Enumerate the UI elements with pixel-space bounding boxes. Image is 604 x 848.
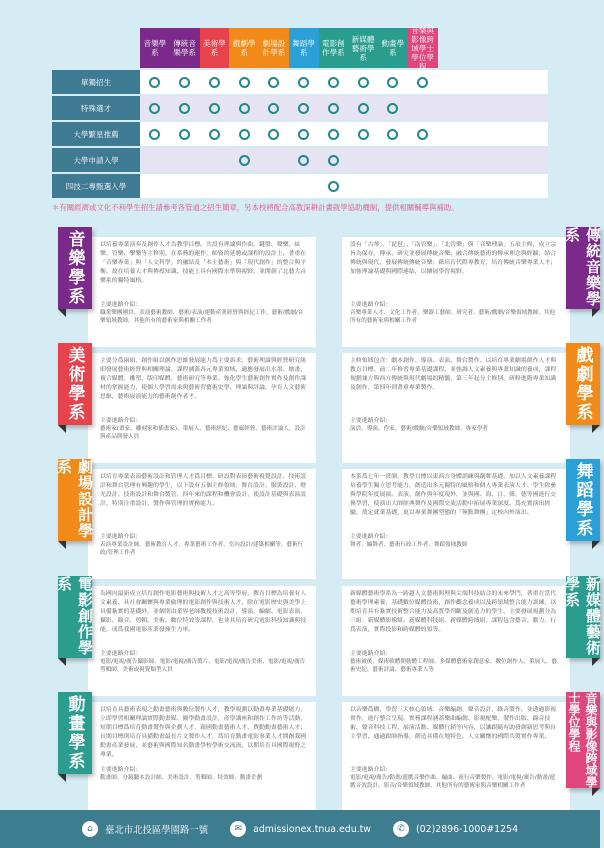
- department-name: 音樂與影像跨域學士學位學程: [567, 692, 598, 788]
- table-cell: [259, 70, 289, 94]
- table-cell: [378, 148, 408, 172]
- available-mark-icon: [149, 103, 160, 114]
- table-cell: [170, 70, 200, 94]
- available-mark-icon: [328, 129, 339, 140]
- department-body: [350, 241, 558, 333]
- column-header: 劇場設計學系: [259, 28, 289, 68]
- available-mark-icon: [417, 77, 428, 88]
- table-cell: [408, 70, 438, 94]
- department-description: 以培育專業表演藝術設計和管理人才爲目標，研設對表演藝術視覺設計、技術設計和舞台管理有興趣的學生，以下設有五個主修領域：舞台設計、服裝設計、燈光設計、技術設計和舞台製管，四年來的課程和機會設計，使設計基礎與表演設計、特別注重設計、製作與管理的實務能力。: [100, 474, 307, 507]
- column-header: 音樂學系: [140, 28, 170, 68]
- career-title: 主要進路介紹：: [100, 651, 142, 657]
- department-body: [350, 473, 558, 565]
- career-title: 主要進路介紹：: [100, 767, 142, 773]
- available-mark-icon: [387, 129, 398, 140]
- career-title: 主要進路介紹：: [350, 767, 392, 773]
- footer-phone-text: (02)2896-1000#1254: [415, 823, 519, 835]
- phone-icon: ✆: [393, 821, 409, 837]
- table-cell: [229, 122, 259, 146]
- footer-phone: [393, 821, 518, 837]
- available-mark-icon: [298, 129, 309, 140]
- column-header: 音樂與影像跨域學士學位學程: [408, 28, 438, 68]
- career-title: 主要進路介紹：: [100, 534, 142, 540]
- table-cell: [200, 96, 230, 120]
- table-cell: [319, 174, 349, 198]
- department-description: 以音樂爲橋，學習三大核心領域：音樂編創、聲音設計、錄音製作。並透過影視實作，進行整合呈現。實務課程涵蓋樂曲編創、影視配樂、製作出版、錄音技術、聲音科技工程、展演活動、媒體行銷等內容，以讓跟隨有助發創新思考與自主學習，通過跟師指導，創造具備在地特色，人文關懷的國際共製實作專業。: [350, 707, 557, 740]
- career-list: 電影/電視/廣告/動畫/遊戲音樂作曲、編曲、流行音樂製作、電影/電視/廣告/動畫/遊戲音效設計、影音/音樂領域教師、其他所有的藝術家與音樂相關工作者: [350, 775, 556, 789]
- department-card: [342, 346, 593, 463]
- column-header: 新媒體藝術學系: [348, 28, 378, 68]
- available-mark-icon: [179, 103, 190, 114]
- department-body: [100, 357, 308, 449]
- table-cell: [200, 122, 230, 146]
- table-cell: [348, 70, 378, 94]
- table-cell: [259, 122, 289, 146]
- department-body: [350, 590, 558, 682]
- footer-website[interactable]: [230, 821, 371, 837]
- table-row: [52, 70, 548, 94]
- available-mark-icon: [268, 129, 279, 140]
- table-row: [52, 148, 548, 172]
- table-cell: [200, 148, 230, 172]
- table-cell: [289, 174, 319, 198]
- table-row: [52, 96, 548, 120]
- career-title: 主要進路介紹：: [100, 302, 142, 308]
- department-body: [100, 590, 308, 682]
- available-mark-icon: [328, 77, 339, 88]
- column-header: 電影創作學系: [319, 28, 349, 68]
- table-cell: [348, 148, 378, 172]
- row-label: 大學申請入學: [52, 148, 140, 172]
- table-cell: [378, 96, 408, 120]
- department-name: 動畫學系: [58, 692, 92, 774]
- table-cell: [289, 96, 319, 120]
- footer-website-text[interactable]: admissionex.tnua.edu.tw: [253, 823, 371, 835]
- department-body: [100, 473, 308, 565]
- available-mark-icon: [387, 103, 398, 114]
- row-label: 四技二專甄選入學: [52, 174, 140, 198]
- column-header: 美術學系: [200, 28, 230, 68]
- department-description: 新媒體藝術學系為一跨越人文藝術與理與尖端科技結合的未來學門，著重在當代藝術學理素養、基礎數位媒體技術，創作觀念養成以及跨領域整合能力訓練，以期培育具有紮實技術整合能力及高質學判斷及創造力的學生，主要發展規劃分為三組：新媒體影像組、新媒體科技組、新媒體跨域組，課程包含藝音、動力、行爲表演，實際投影和跨媒體的領等。: [350, 591, 557, 633]
- table-body: [52, 70, 548, 198]
- career-list: 表演專業設計師、藝術教育人才、專業藝術工作者、室內設計/建築相關等、藝術行政/管理工作者: [100, 542, 304, 556]
- available-mark-icon: [387, 77, 398, 88]
- career-title: 主要進路介紹：: [350, 651, 392, 657]
- department-description: 以培養專業演奏及創作人才為教學目標。共設有理論與作曲、鍵盤、聲樂、絃樂、管樂、擊樂等主修別。在系務的運作，師資的延聘或課程的設計上，著重在「音樂專業」與「人文科學」的融結及「本土藝術」與「現代創作」的整合與平衡。故在培養人才與傳授知識、技能上具有國際水準與視野，並開創了北藝大音樂系的獨特風格。: [100, 242, 307, 284]
- department-name: 劇場設計學系: [55, 459, 94, 539]
- career-title: 主要進路介紹：: [350, 302, 392, 308]
- table-cell: [140, 122, 170, 146]
- department-description: 主要分爲兩組，創作組以創作思維發展能力爲主要訴求；藝術理論與經營研究組則發展藝術經營與相關理論。課程涵蓋各元專業領域，適應發展出水墨、繪畫、複合媒體、雕塑、版印媒體、藝術研究等專業。強化學生藝術創作實作及創作課材的掌握能力，使個人學習需求與藝術習藝術史學、理論與評論，孕育人文藝術思維，藝術展演能力的藝術創作者才。: [100, 358, 307, 400]
- available-mark-icon: [298, 155, 309, 166]
- row-label: 特殊選才: [52, 96, 140, 120]
- table-cell: [348, 96, 378, 120]
- table-cell: [140, 70, 170, 94]
- table-cell: [408, 174, 438, 198]
- table-cell: [378, 174, 408, 198]
- assistance-note: ＊有關經濟或文化不利學生招生請參考各管道之招生簡章，另本校將配合高教深耕計畫就學協助機制，提供相關輔導與補助。: [52, 203, 459, 212]
- table-cell: [348, 174, 378, 198]
- footer: [0, 810, 600, 848]
- available-mark-icon: [268, 77, 279, 88]
- home-icon: ⌂: [82, 821, 98, 837]
- table-cell: [170, 122, 200, 146]
- department-card: [64, 230, 316, 347]
- table-cell: [259, 96, 289, 120]
- available-mark-icon: [209, 103, 220, 114]
- table-cell: [229, 148, 259, 172]
- available-mark-icon: [417, 129, 428, 140]
- table-cell: [408, 96, 438, 120]
- column-header: 戲劇學系: [229, 28, 259, 68]
- department-name: 電影創作學系: [55, 576, 94, 656]
- department-card: [55, 459, 316, 579]
- available-mark-icon: [149, 129, 160, 140]
- available-mark-icon: [209, 129, 220, 140]
- career-title: 主要進路介紹：: [100, 418, 142, 424]
- available-mark-icon: [239, 129, 250, 140]
- department-description: 設有「古琴」、「琵琶」、「南管樂」、「北管樂」與「音樂理論」五項主修，成立宗旨為保存、傳承、研究並發展傳統音樂；融合傳統藝術的傳承理念與經驗，結合傳統與現代，發展傳統傳統音樂；藉培育代際專教育，培育傳統音樂專業人才；加強理論基礎與國際連結，以擴展學習視野。: [350, 242, 557, 275]
- career-title: 主要進路介紹：: [350, 534, 392, 540]
- department-description: 以培育具藝術表現之動畫藝術與數位製作人才，教學規劃以動畫專業基礎能力，立即學習相關理論實際動畫媒、圖學動畫設計，產學講座和創作工作坊等活動，短期目標爲培育動畫製作與企劃人才，藉國動畫藝術人才，費動動畫藝術人才；長期目標則培育具備動畫最長片文製作人才，爲培育動畫電影事業人才開創我國動畫產業發展，並藝術與國際知名動畫學校學術交流流，以期培育具國際視野之專業。: [100, 707, 307, 758]
- department-card: [64, 346, 316, 463]
- table-cell: [408, 122, 438, 146]
- column-header: 傳統音樂學系: [170, 28, 200, 68]
- table-cell: [140, 148, 170, 172]
- row-label: 單獨招生: [52, 70, 140, 94]
- career-list: 電影/電視/廣告攝影師、電影/電視/廣告製片、電影/電視/廣告美術、電影/電視/廣告剪輯師、美術或視覺類型人員: [100, 659, 306, 673]
- department-description: 本系爲七年一貫制，教學目標以東西方身體訓練與創舞基礎，加以人文素養課程培養學生獨立思考能力，創造出多元獨特的風格和個人專業表演人才、學生除參與學院年度展演、表演、創作與年度現外，並與國、海、日、韓、德等國進行交換學習，使演出大師經典舞作及國際交流活動中拓展專業深度。爲充實演出經驗，奠定就業基礎，更以專業舞團型態的「無點舞團」定校內外演出。: [350, 474, 557, 516]
- department-name: 新媒體藝術學系: [563, 576, 602, 656]
- table-cell: [200, 174, 230, 198]
- available-mark-icon: [358, 103, 369, 114]
- table-cell: [259, 174, 289, 198]
- table-cell: [170, 174, 200, 198]
- department-card: [342, 227, 602, 347]
- career-list: 音樂專業人才、文化工作者、樂器工藝師、研究者、藝術/戲劇/音樂領域教師、其他所有的藝術家與相關工作者: [350, 310, 556, 324]
- available-mark-icon: [358, 129, 369, 140]
- table-cell: [170, 148, 200, 172]
- department-name: 美術學系: [58, 343, 92, 425]
- career-list: 藝術被後、媒術軟體開軟體工程師、多媒體藝術家創意家、數位創作人、策展人、藝術史紀、藝術評論、藝術專業人等: [350, 659, 557, 673]
- department-card: [55, 576, 316, 696]
- department-card: [64, 695, 316, 812]
- available-mark-icon: [209, 77, 220, 88]
- available-mark-icon: [239, 155, 250, 166]
- available-mark-icon: [239, 77, 250, 88]
- table-cell: [319, 96, 349, 120]
- table-cell: [319, 70, 349, 94]
- department-name: 傳統音樂學系: [563, 227, 602, 307]
- table-cell: [348, 122, 378, 146]
- department-name: 戲劇學系: [566, 343, 600, 425]
- table-cell: [229, 174, 259, 198]
- table-cell: [378, 122, 408, 146]
- footer-address: [82, 821, 208, 837]
- available-mark-icon: [298, 77, 309, 88]
- department-description: 為國內最新成立培育創作電影藝術與技術人才之高等學府，教育目標為培養有人文素養、具社會關懷與專業倫理的電影創作與技術人才，除在電影歷史與美學上具備紮實的基礎外，並個別由業界老師教授技術設計，導演、編劇、電影表演、攝影、錄音、剪輯、美術、數位特效等課程，也並其培育研究電影科技知識與技能，成爲我國電影產業發揮生力軍。: [100, 591, 307, 633]
- department-name: 舞蹈學系: [566, 459, 600, 541]
- row-cells: [140, 96, 548, 120]
- department-card: [342, 462, 593, 579]
- table-header: [140, 25, 548, 71]
- footer-address-text: 臺北市北投區學園路一號: [104, 825, 209, 836]
- table-cell: [289, 148, 319, 172]
- department-name: 音樂學系: [58, 227, 92, 309]
- available-mark-icon: [328, 155, 339, 166]
- available-mark-icon: [179, 129, 190, 140]
- table-cell: [289, 70, 319, 94]
- career-title: 主要進路介紹：: [350, 418, 392, 424]
- table-cell: [140, 174, 170, 198]
- row-cells: [140, 122, 548, 146]
- table-cell: [229, 96, 259, 120]
- available-mark-icon: [239, 103, 250, 114]
- table-cell: [378, 70, 408, 94]
- available-mark-icon: [268, 103, 279, 114]
- table-cell: [140, 96, 170, 120]
- career-list: 演員、導演、作家、藝術/戲劇/音樂領域教師、專家學者: [350, 426, 489, 432]
- row-cells: [140, 174, 548, 198]
- column-header: 舞蹈學系: [289, 28, 319, 68]
- career-list: 藝術家(畫家、雕刻家和插畫家)、策展人、藝術經紀、藝廊經營、藝術評論人、設計與產品開發人員: [100, 426, 306, 440]
- table-cell: [319, 122, 349, 146]
- row-label: 大學繁星推薦: [52, 122, 140, 146]
- career-list: 舞者、編舞者、藝術行政工作者、舞蹈領域教師: [350, 542, 468, 548]
- available-mark-icon: [149, 77, 160, 88]
- department-body: [100, 706, 308, 798]
- column-header: 動畫學系: [378, 28, 408, 68]
- department-card: [342, 576, 602, 696]
- table-cell: [408, 148, 438, 172]
- table-cell: [200, 70, 230, 94]
- department-card: [342, 692, 598, 812]
- available-mark-icon: [328, 181, 339, 192]
- available-mark-icon: [328, 103, 339, 114]
- department-description: 主修領域包含：劇本創作、導演、表演、舞台製作、以培育專業劇場創作人才與教育目標。前二年修習專業基礎課程，並強調人文素養與專業知識的養成，課程規劃兼方與西方傳統與現代劇場的精髓，第三年起分主修別，研修進階專業知識及創作，第四年則著重專業製作。: [350, 358, 557, 391]
- career-list: 動畫師、分鏡腳本設計師、美術設計、剪輯師、特效師、動畫企劃: [100, 775, 263, 781]
- email-icon: ✉: [230, 821, 246, 837]
- admission-table: [52, 25, 548, 198]
- table-cell: [229, 70, 259, 94]
- available-mark-icon: [179, 77, 190, 88]
- table-cell: [319, 148, 349, 172]
- table-cell: [170, 96, 200, 120]
- table-row: [52, 174, 548, 198]
- department-body: [100, 241, 308, 333]
- available-mark-icon: [298, 103, 309, 114]
- row-cells: [140, 70, 548, 94]
- table-row: [52, 122, 548, 146]
- row-cells: [140, 148, 548, 172]
- department-body: [350, 706, 558, 798]
- available-mark-icon: [358, 77, 369, 88]
- career-list: 職業樂團團員、表演藝術教師、藝術/表演/運動產業經營與經紀工作、藝術/戲劇/音樂領域教師、其他所有的藝術家與相關工作者: [100, 310, 304, 324]
- table-cell: [289, 122, 319, 146]
- table-cell: [259, 148, 289, 172]
- department-body: [350, 357, 558, 449]
